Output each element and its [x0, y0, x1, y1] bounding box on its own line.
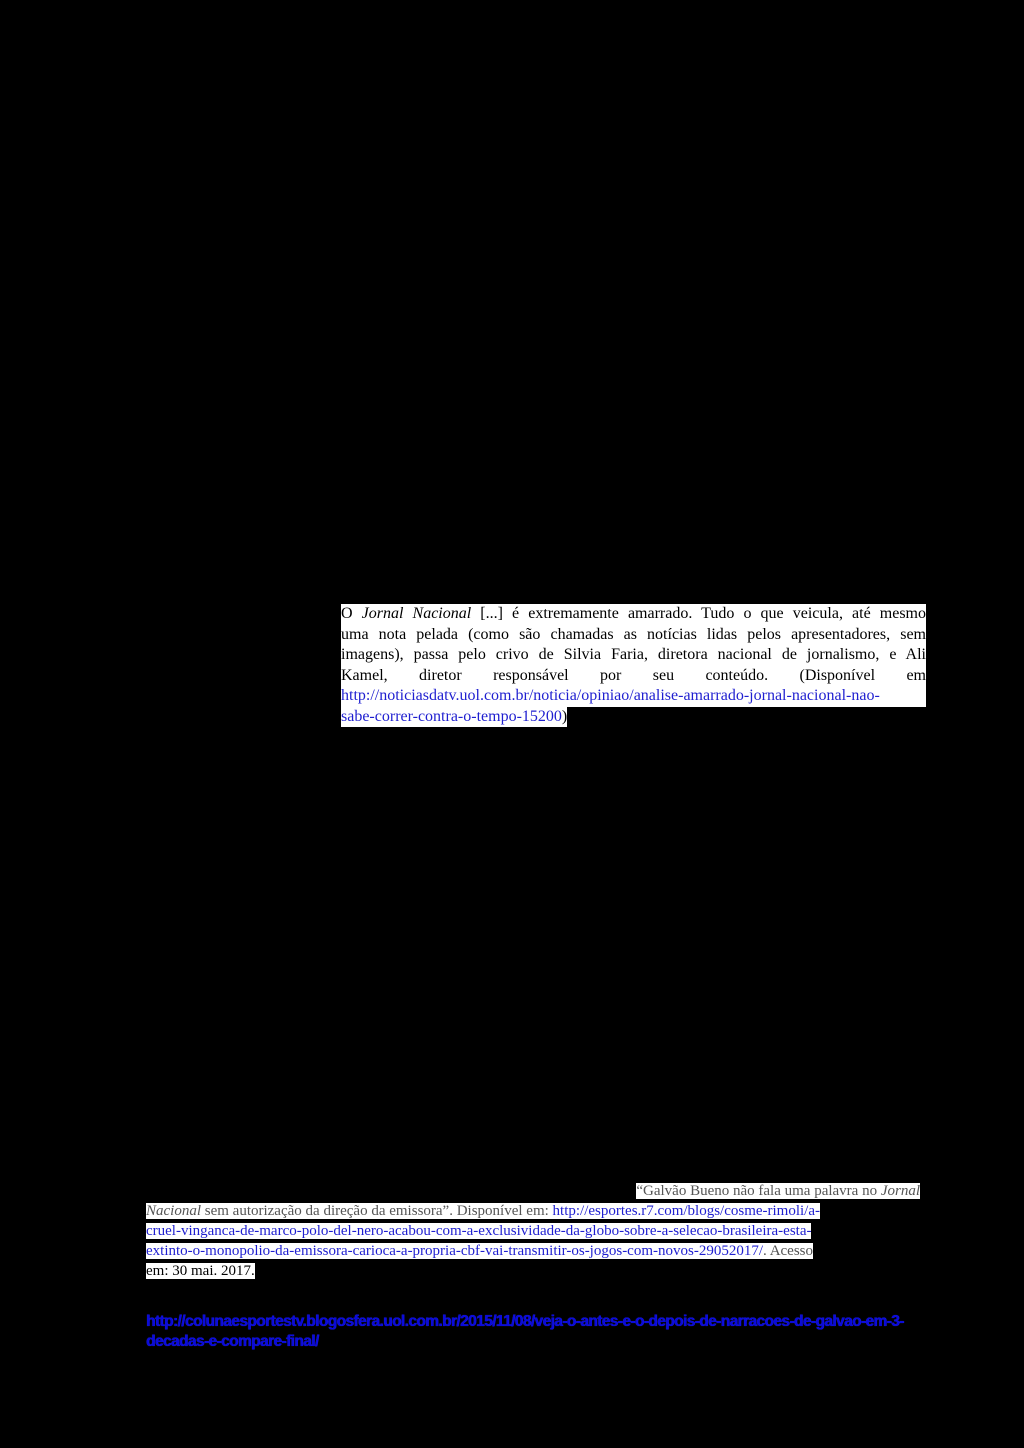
footnote-link-continued[interactable]: cruel-vinganca-de-marco-polo-del-nero-acabou-com-a-exclusividade-da-globo-sobre-a-selecao-brasileira-esta-: [146, 1223, 812, 1239]
quote-closing-paren: ): [561, 707, 568, 725]
footnote-line: [146, 1181, 920, 1201]
footnote-line: [146, 1241, 920, 1261]
quote-line: [341, 686, 926, 707]
source-link-continued[interactable]: sabe-correr-contra-o-tempo-15200: [341, 707, 562, 725]
footnote-access-date: em: 30 mai. 2017.: [146, 1263, 255, 1279]
reference-link-line[interactable]: decadas-e-compare-final/: [146, 1333, 319, 1350]
quoted-passage: [341, 604, 926, 727]
footnote-text-wrap: [636, 1183, 920, 1199]
footnote-italic-title: Nacional: [146, 1203, 201, 1219]
reference-link-line[interactable]: http://colunaesportestv.blogosfera.uol.com.br/2015/11/08/veja-o-antes-e-o-depois-de-narracoes-de-galvao-em-3-: [146, 1313, 904, 1330]
footnote-line: [146, 1261, 920, 1281]
footnote-text-wrap: [146, 1203, 820, 1219]
quote-line: Kamel, diretor responsável por seu conteúdo. (Disponível em: [341, 666, 926, 687]
footnote-line: [146, 1201, 920, 1221]
quote-italic-title: Jornal Nacional: [361, 605, 472, 622]
quote-line: imagens), passa pelo crivo de Silvia Faria, diretora nacional de jornalismo, e Ali: [341, 645, 926, 666]
source-link[interactable]: http://noticiasdatv.uol.com.br/noticia/opiniao/analise-amarrado-jornal-nacional-nao-: [341, 687, 880, 704]
footnote-text-wrap: [146, 1243, 813, 1259]
footnote-link-continued[interactable]: extinto-o-monopolio-da-emissora-carioca-a-propria-cbf-vai-transmitir-os-jogos-com-novos-29052017/: [146, 1243, 764, 1259]
quote-text: O: [341, 605, 362, 622]
footnote-link[interactable]: http://esportes.r7.com/blogs/cosme-rimoli/a-: [552, 1203, 820, 1219]
footnote-text: sem autorização da direção da emissora”. Disponível em:: [201, 1203, 553, 1219]
footnote-italic-title: Jornal: [880, 1183, 920, 1199]
reference-link[interactable]: [146, 1312, 926, 1352]
quote-line: uma nota pelada (como são chamadas as notícias lidas pelos apresentadores, sem: [341, 625, 926, 646]
quote-text: [...] é extremamente amarrado. Tudo o que veicula, até mesmo: [471, 605, 926, 622]
footnote-text: . Acesso: [763, 1243, 814, 1259]
footnote-text-wrap: [146, 1223, 811, 1239]
footnote-line: [146, 1221, 920, 1241]
footnote-text: “Galvão Bueno não fala uma palavra no: [636, 1183, 881, 1199]
quote-line: [341, 604, 926, 625]
quote-line: [341, 707, 567, 728]
footnote: [146, 1181, 920, 1281]
